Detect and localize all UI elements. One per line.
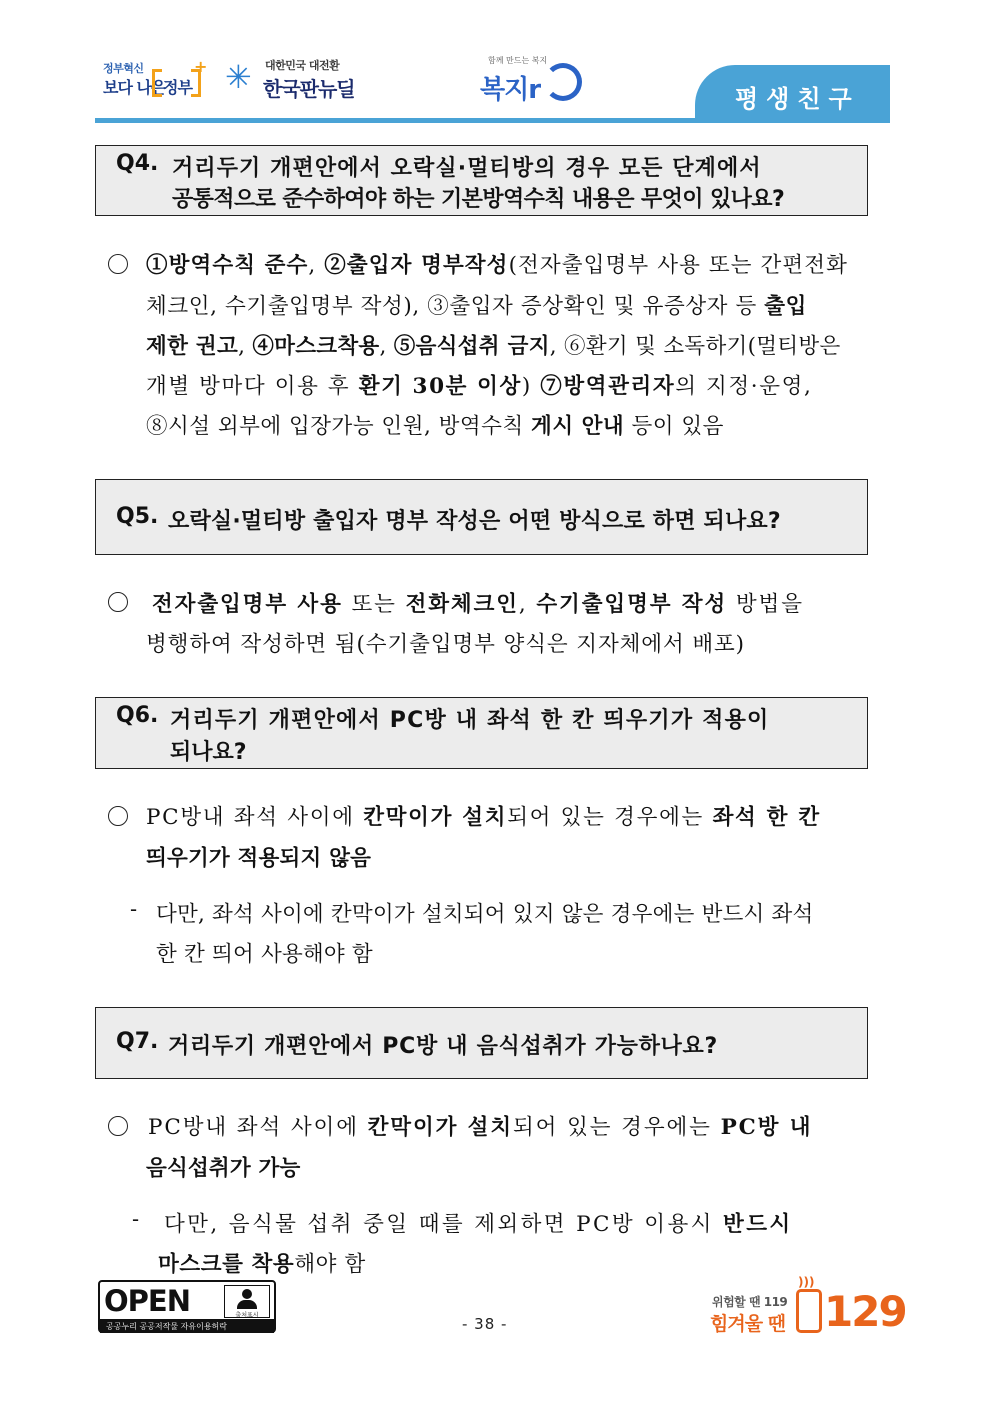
bullet-circle-icon	[108, 1116, 128, 1136]
page-number: - 38 -	[462, 1315, 508, 1333]
answer-sub-line: 한 칸 띄어 사용해야 함	[156, 942, 373, 967]
answer-sub-line: 마스크를 착용해야 함	[158, 1252, 366, 1277]
question-number: Q7.	[116, 1029, 159, 1054]
question-text-line: 공통적으로 준수하여야 하는 기본방역수칙 내용은 무엇이 있나요?	[172, 187, 785, 212]
question-number: Q5.	[116, 504, 159, 529]
attribution-icon: 출처표시	[224, 1285, 270, 1318]
gov-logo-text: 보다 나은	[103, 78, 166, 97]
sub-item-dash: -	[130, 897, 138, 921]
question-number: Q4.	[116, 151, 159, 176]
question-box-q5	[95, 479, 868, 555]
answer-line: 체크인, 수기출입명부 작성), ③출입자 증상확인 및 유증상자 등 출입	[146, 294, 808, 319]
question-text-line: 거리두기 개편안에서 PC방 내 좌석 한 칸 띄우기가 적용이	[170, 708, 770, 733]
ring-icon	[544, 63, 582, 101]
answer-line: 병행하여 작성하면 됨(수기출입명부 양식은 지자체에서 배포)	[146, 632, 745, 657]
bullet-circle-icon	[108, 806, 128, 826]
answer-line: ①방역수칙 준수, ②출입자 명부작성(전자출입명부 사용 또는 간편전화	[146, 253, 849, 278]
welfare-logo: 함께 만드는 복지 복지r	[480, 55, 590, 107]
answer-line: ⑧시설 외부에 입장가능 인원, 방역수칙 게시 안내 등이 있음	[146, 414, 724, 439]
answer-line: PC방내 좌석 사이에 칸막이가 설치되어 있는 경우에는 PC방 내	[148, 1115, 813, 1140]
gov-innovation-logo: 정부혁신 보다 나은 정부 +	[103, 57, 208, 97]
answer-line: 제한 권고, ④마스크착용, ⑤음식섭취 금지, ⑥환기 및 소독하기(멀티방은	[146, 334, 841, 359]
question-text-line: 오락실·멀티방 출입자 명부 작성은 어떤 방식으로 하면 되나요?	[168, 509, 781, 534]
plus-icon: +	[194, 57, 208, 76]
answer-line: PC방내 좌석 사이에 칸막이가 설치되어 있는 경우에는 좌석 한 칸	[146, 805, 821, 830]
sub-item-dash: -	[132, 1207, 140, 1231]
signal-icon: )))	[798, 1275, 815, 1289]
question-box-q7	[95, 1007, 868, 1079]
page-header	[95, 45, 890, 125]
korean-new-deal-logo: ✳ 대한민국 대전환 한국판뉴딜	[225, 58, 355, 101]
bullet-circle-icon	[108, 592, 128, 612]
star-icon: ✳	[225, 58, 252, 96]
bullet-circle-icon	[108, 254, 128, 274]
question-box-q6	[95, 697, 868, 769]
question-box-q4	[95, 145, 868, 216]
help-129-logo: 위험할 땐 119 힘겨울 땐 ))) 129	[710, 1275, 906, 1336]
kogl-open-license-logo: OPEN 출처표시 공공누리 공공저작물 자유이용허락	[98, 1280, 276, 1333]
answer-line: 개별 방마다 이용 후 환기 30분 이상) ⑦방역관리자의 지정·운영,	[146, 374, 813, 399]
question-text-line: 거리두기 개편안에서 오락실·멀티방의 경우 모든 단계에서	[172, 156, 762, 181]
question-number: Q6.	[116, 703, 159, 728]
answer-line: 띄우기가 적용되지 않음	[146, 846, 372, 871]
answer-sub-line: 다만, 좌석 사이에 칸막이가 설치되어 있지 않은 경우에는 반드시 좌석	[156, 902, 814, 927]
question-text-line: 되나요?	[170, 740, 247, 765]
header-divider	[95, 118, 890, 123]
answer-line: 음식섭취가 가능	[146, 1156, 301, 1181]
answer-line: 전자출입명부 사용 또는 전화체크인, 수기출입명부 작성 방법을	[152, 592, 804, 617]
answer-sub-line: 다만, 음식물 섭취 중일 때를 제외하면 PC방 이용시 반드시	[164, 1212, 793, 1237]
header-tab-label: 평생친구	[735, 85, 860, 113]
phone-icon	[796, 1289, 822, 1333]
question-text-line: 거리두기 개편안에서 PC방 내 음식섭취가 가능하나요?	[168, 1034, 718, 1059]
